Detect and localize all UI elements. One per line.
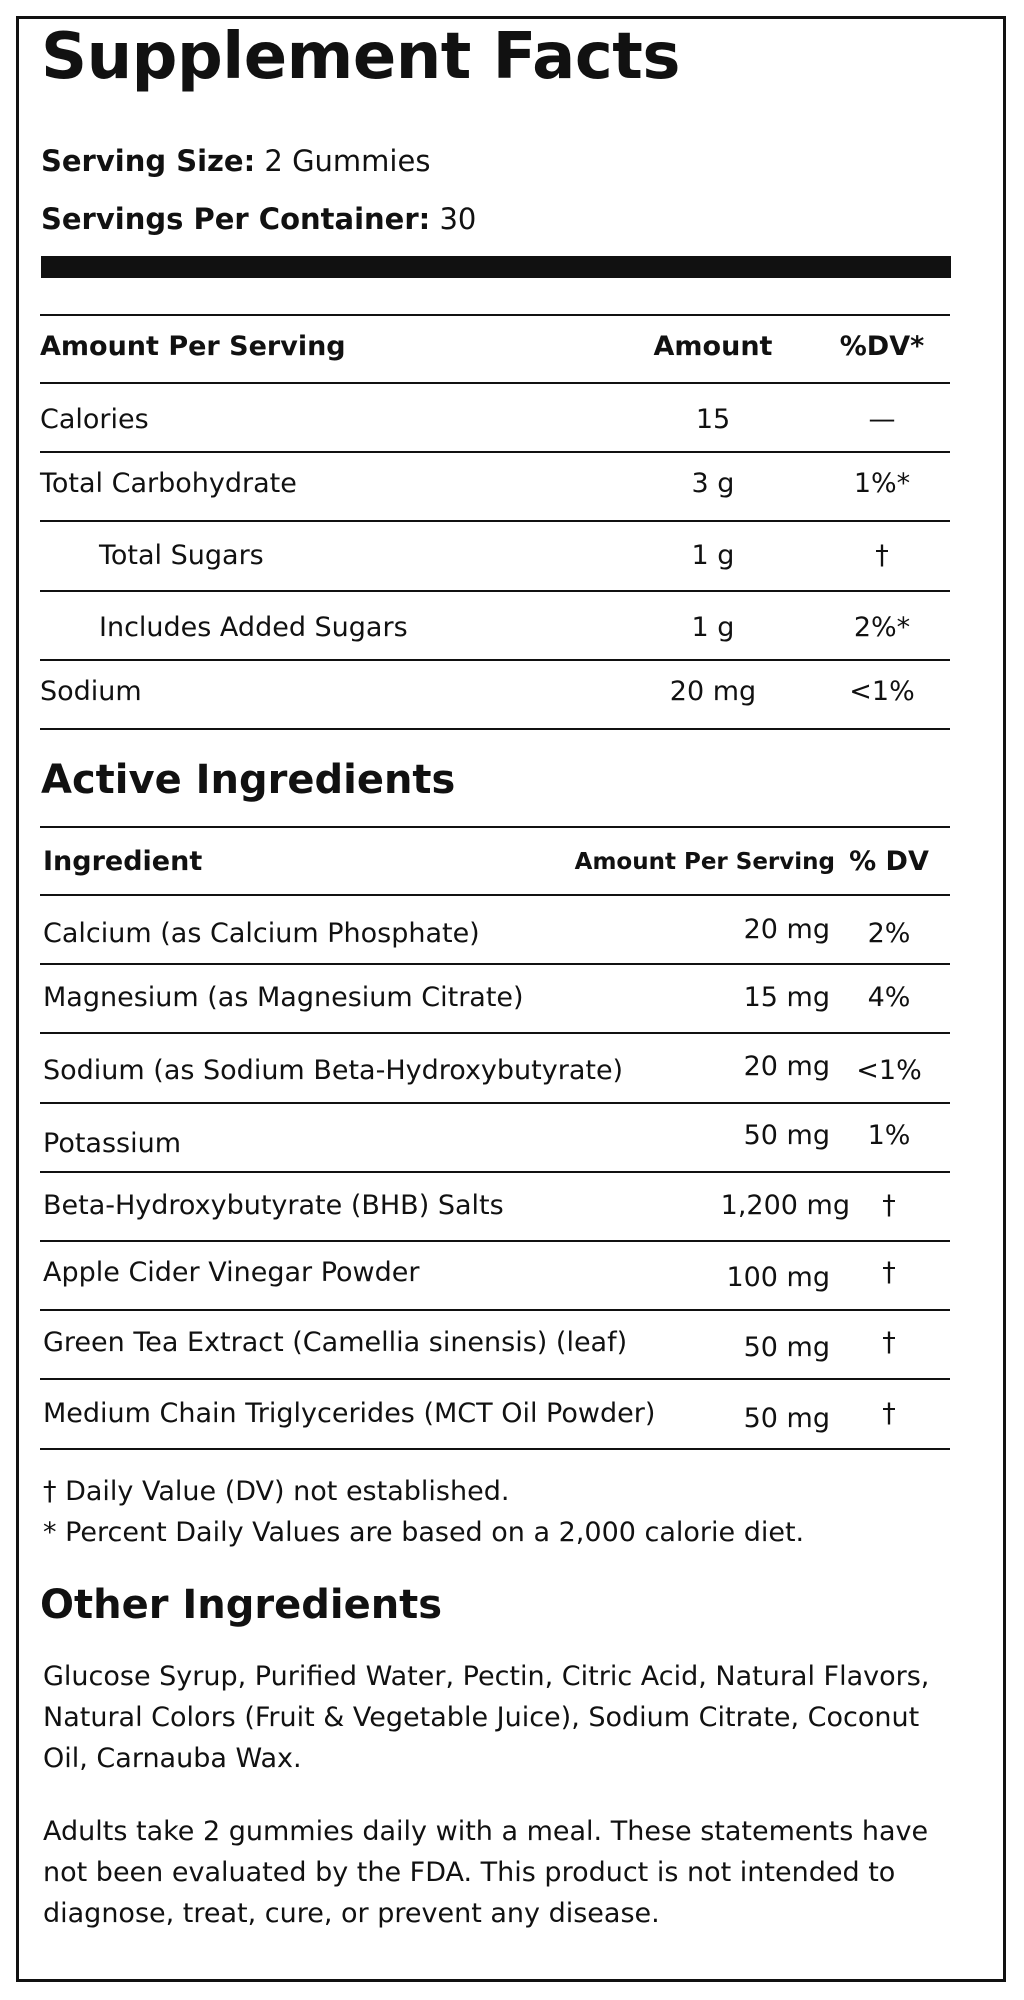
ingredient-name: Green Tea Extract (Camellia sinensis) (leaf) [43,1327,628,1358]
divider [40,728,950,730]
serving-size-value: 2 Gummies [264,144,431,178]
divider [40,451,950,453]
ingredient-amount: 50 mg [743,1120,830,1151]
divider [40,520,950,522]
ingredient-dv: 1% [867,1120,911,1151]
nutrient-name: Includes Added Sugars [99,612,408,643]
ingredient-amount: 100 mg [726,1262,830,1293]
ingredient-amount: 20 mg [743,914,830,945]
ingredient-name: Beta-Hydroxybutyrate (BHB) Salts [43,1190,504,1221]
directions-text: Adults take 2 gummies daily with a meal. These statements have not been evaluated by the FDA. This product is not intended to diagnose, treat, cure, or prevent any disease. [43,1816,929,1929]
nutrient-name: Total Sugars [99,540,264,571]
header-percent-dv: % DV [849,846,929,877]
ingredient-dv: † [882,1190,896,1221]
nutrient-name: Total Carbohydrate [40,468,297,499]
divider [40,826,950,828]
panel-title: Supplement Facts [41,20,680,94]
nutrient-dv: 1%* [853,468,911,499]
divider [40,382,950,384]
nutrient-amount: 1 g [691,612,735,643]
ingredient-amount: 50 mg [743,1332,830,1363]
divider [40,659,950,661]
divider [40,1102,950,1104]
servings-per-container-label: Servings Per Container: [41,202,431,236]
nutrient-name: Calories [40,404,149,435]
ingredient-name: Magnesium (as Magnesium Citrate) [43,982,524,1013]
ingredient-amount: 20 mg [743,1051,830,1082]
header-amount-per-serving: Amount Per Serving [574,849,835,875]
header-ingredient: Ingredient [43,846,203,877]
ingredient-dv: 2% [867,918,911,949]
active-ingredients-title: Active Ingredients [41,757,456,803]
nutrient-amount: 3 g [691,468,735,499]
ingredient-name: Calcium (as Calcium Phosphate) [43,918,480,949]
serving-size [41,144,430,178]
ingredient-dv: † [882,1398,896,1429]
nutrient-dv: <1% [849,676,915,707]
ingredient-dv: 4% [867,982,911,1013]
divider [40,1448,950,1450]
serving-size-label: Serving Size: [41,144,256,178]
divider [40,1032,950,1034]
nutrient-dv: † [875,540,889,571]
servings-per-container-value: 30 [439,202,477,236]
nutrient-amount: 20 mg [669,676,757,707]
ingredient-name: Potassium [43,1128,182,1159]
ingredient-name: Apple Cider Vinegar Powder [43,1257,420,1288]
ingredient-amount: 1,200 mg [720,1190,850,1221]
divider [40,314,950,316]
nutrient-dv: 2%* [853,612,911,643]
nutrient-name: Sodium [40,676,142,707]
footnote-dagger: † Daily Value (DV) not established. [43,1476,510,1507]
divider [40,1240,950,1242]
divider [40,963,950,965]
divider [40,1378,950,1380]
header-dv: %DV* [839,331,925,362]
divider [40,894,950,896]
ingredient-amount: 50 mg [743,1403,830,1434]
header-amount: Amount [653,331,773,362]
thick-divider [41,256,951,278]
divider [40,1171,950,1173]
other-ingredients-title: Other Ingredients [40,1582,443,1628]
divider [40,590,950,592]
ingredient-name: Medium Chain Triglycerides (MCT Oil Powder) [43,1398,656,1429]
footnote-asterisk: * Percent Daily Values are based on a 2,000 calorie diet. [43,1517,805,1548]
divider [40,1309,950,1311]
ingredient-name: Sodium (as Sodium Beta-Hydroxybutyrate) [43,1055,624,1086]
ingredient-dv: † [882,1257,896,1288]
nutrient-amount: 1 g [691,540,735,571]
header-amount-per-serving: Amount Per Serving [40,331,346,362]
ingredient-dv: <1% [856,1055,922,1086]
nutrient-amount: 15 [695,404,731,435]
other-ingredients-text: Glucose Syrup, Purified Water, Pectin, Citric Acid, Natural Flavors, Natural Colors (Fruit & Vegetable Juice), Sodium Citrate, Coconut Oil, Carnauba Wax. [43,1661,930,1774]
servings-per-container [41,202,476,236]
ingredient-amount: 15 mg [743,982,830,1013]
nutrient-dv: — [868,404,896,435]
ingredient-dv: † [882,1327,896,1358]
